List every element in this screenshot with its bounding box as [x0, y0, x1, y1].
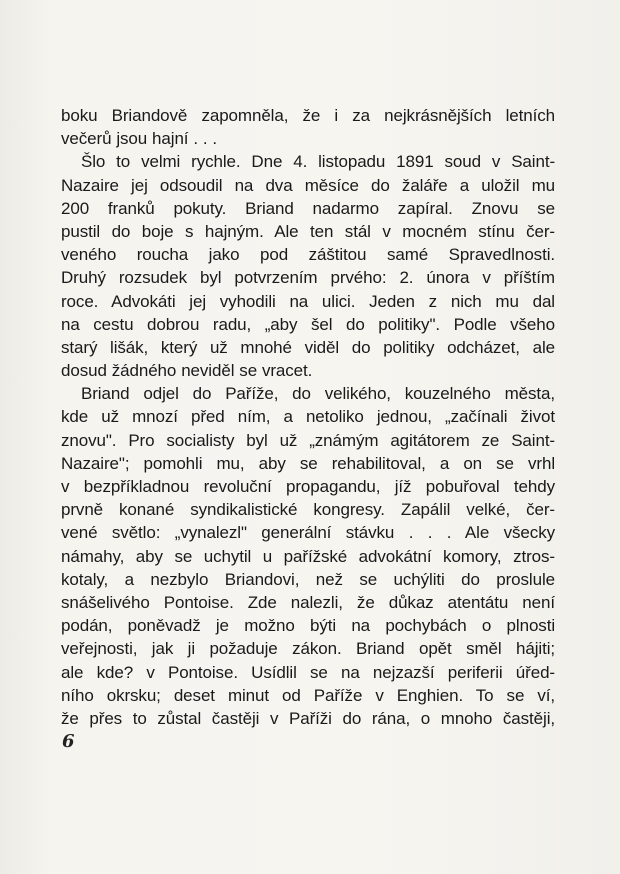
text-line: roce. Advokáti jej vyhodili na ulici. Jeden z nich mu dal — [61, 291, 555, 311]
text-line: boku Briandově zapomněla, že i za nejkrásnějších letních — [61, 106, 555, 125]
text-line: podán, poněvadž je možno býti na pochybách o plnosti — [61, 616, 555, 636]
text-line: večerů jsou hajní . . . — [61, 129, 218, 149]
text-line: Briand odjel do Paříže, do velikého, kouzelného města, — [81, 384, 555, 404]
text-line: Šlo to velmi rychle. Dne 4. listopadu 1891 soud v Saint- — [81, 152, 555, 172]
text-line: v bezpříkladnou revoluční propagandu, jíž pobuřoval tehdy — [61, 477, 555, 496]
text-line: Druhý rozsudek byl potvrzením prvého: 2. února v příštím — [61, 268, 555, 288]
text-line: na cestu dobrou radu, „aby šel do politiky". Podle všeho — [61, 314, 555, 334]
text-line: že přes to zůstal častěji v Paříži do rána, o mnoho častěji, — [61, 708, 555, 728]
text-line: snášelivého Pontoise. Zde nalezli, že důkaz atentátu není — [61, 592, 555, 612]
text-line: veného roucha jako pod záštitou samé Spravedlnosti. — [61, 245, 555, 265]
page-number: 6 — [62, 731, 75, 752]
text-line: veřejnosti, jak ji požaduje zákon. Briand opět směl hájiti; — [61, 639, 555, 659]
text-line: Nazaire"; pomohli mu, aby se rehabilitoval, a on se vrhl — [61, 453, 555, 473]
text-line: Nazaire jej odsoudil na dva měsíce do žaláře a uložil mu — [61, 175, 555, 195]
text-line: ale kde? v Pontoise. Usídlil se na nejzazší periferii úřed- — [61, 662, 555, 682]
text-line: 200 franků pokuty. Briand nadarmo zapíral. Znovu se — [61, 198, 555, 218]
text-line: kotaly, a nezbylo Briandovi, než se uchýliti do proslule — [61, 569, 555, 589]
text-line: kde už mnozí před ním, a netoliko jednou, „začínali život — [61, 407, 555, 427]
text-line: znovu". Pro socialisty byl už „známým agitátorem ze Saint- — [61, 430, 555, 450]
text-line: vené světlo: „vynalezl" generální stávku . . . Ale všecky — [61, 523, 555, 543]
text-line: námahy, aby se uchytil u pařížské advokátní komory, ztros- — [61, 546, 555, 566]
body-text — [61, 104, 555, 730]
text-line: prvně konané syndikalistické kongresy. Zapálil velké, čer- — [61, 500, 555, 520]
text-line: dosud žádného neviděl se vracet. — [61, 361, 313, 381]
text-line: pustil do boje s hajným. Ale ten stál v mocném stínu čer- — [61, 221, 555, 241]
text-line: ního okrsku; deset minut od Paříže v Enghien. To se ví, — [61, 685, 555, 705]
text-line: starý lišák, který už mnohé viděl do politiky odcházet, ale — [61, 337, 555, 357]
